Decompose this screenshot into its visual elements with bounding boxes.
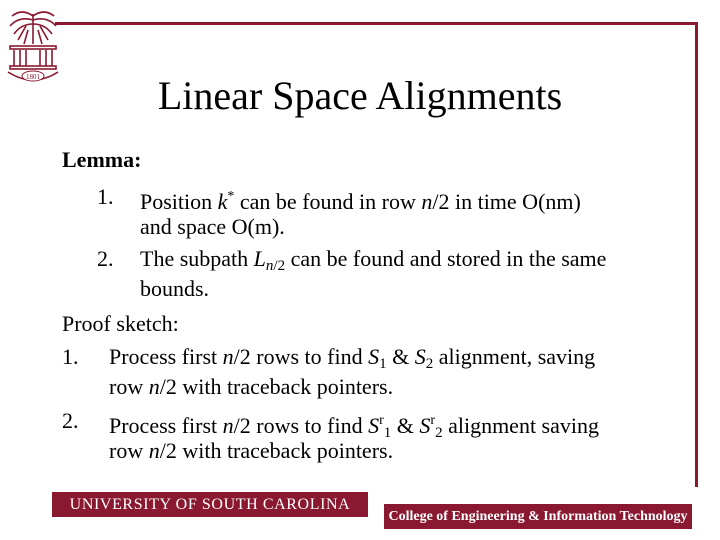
slide-title: Linear Space Alignments	[157, 73, 563, 118]
lemma-item-2-line2: bounds.	[140, 276, 210, 301]
lemma-heading: Lemma:	[62, 147, 142, 172]
proof-item-1-line1: Process first n/2 rows to find $S_1$ & $S_2$ alignment, saving	[109, 344, 596, 372]
proof-item-2-line2: row n/2 with traceback pointers.	[109, 438, 394, 463]
lemma-item-1-number: 1.	[97, 184, 114, 209]
proof-item-1-number: 1.	[62, 344, 79, 369]
lemma-item-2-number: 2.	[97, 246, 114, 271]
proof-item-2-number: 2.	[62, 408, 79, 433]
lemma-item-1-line2: and space O(m).	[140, 214, 285, 239]
frame-top-border	[55, 22, 698, 25]
proof-item-1-line2: row n/2 with traceback pointers.	[109, 374, 394, 399]
footer-university-banner: UNIVERSITY OF SOUTH CAROLINA	[52, 492, 368, 517]
proof-heading: Proof sketch:	[62, 311, 179, 336]
logo-year: 1801	[26, 73, 40, 81]
proof-item-2-line1: Process first n/2 rows to find $S^r_1$ & $S^r_2$ alignment saving	[109, 413, 599, 441]
lemma-item-2-line1: The subpath $L_{n/2}$ can be found and stored in the same	[140, 246, 607, 274]
footer-college-banner: College of Engineering & Information Technology	[384, 504, 692, 529]
lemma-item-1-line1: Position k* can be found in row n/2 in time O(nm)	[140, 189, 581, 214]
